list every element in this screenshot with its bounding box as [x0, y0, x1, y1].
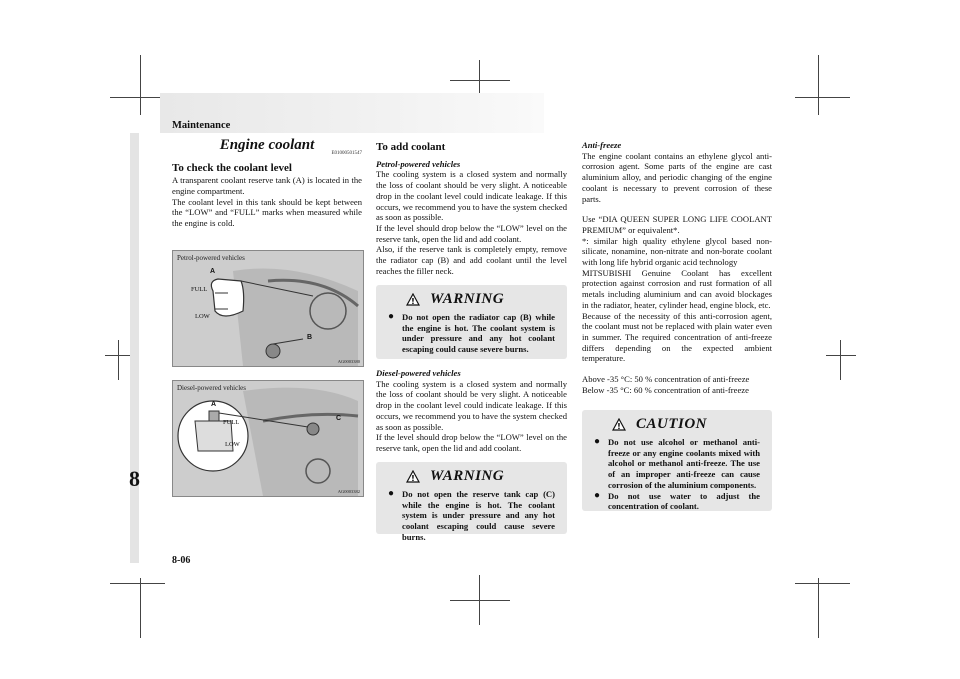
svg-text:!: ! [617, 422, 621, 431]
petrol-figure [172, 250, 364, 367]
caution-text: Do not use alcohol or methanol anti-freeze or any engine coolants mixed with alcohol or methanol anti-freeze. The use of an improper anti-freeze can cause corrosion of the aluminium components. [608, 437, 760, 490]
document-code: E01000501547 [331, 150, 362, 156]
bullet-icon: ● [388, 311, 395, 322]
page-title: Engine coolant [219, 137, 315, 153]
warning-triangle-icon [406, 293, 420, 306]
paragraph: The cooling system is a closed system and normally the loss of coolant should be very slight. A noticeable drop in the coolant level could indicate leakage. If this occurs, we recommend you to have the system checked as soon as possible. [376, 169, 567, 223]
subheading: Petrol-powered vehicles [376, 158, 461, 169]
warning-box [376, 285, 567, 359]
paragraph: The engine coolant contains an ethylene glycol anti-corrosion agent. Some parts of the engine are cast aluminium alloy, and periodic changing of the engine coolant is necessary to prevent corrosion of these parts. [582, 150, 772, 204]
chapter-tab [130, 133, 139, 563]
right-column [582, 140, 772, 395]
crop-mark [110, 97, 165, 98]
paragraph: *: similar high quality ethylene glycol based non-silicate, nonamine, non-nitrate and non-borate coolant with long life hybrid organic acid technology [582, 235, 772, 268]
add-coolant-heading: To add coolant [376, 141, 446, 153]
paragraph: If the level should drop below the “LOW” level on the reserve tank, open the lid and add coolant. [376, 432, 567, 453]
caution-box [582, 410, 772, 511]
callout-a: A [210, 268, 216, 275]
crop-mark [826, 355, 856, 356]
left-column [172, 137, 362, 229]
caution-item [582, 491, 772, 512]
bullet-icon: ● [594, 489, 601, 501]
warning-triangle-icon [612, 418, 626, 431]
crop-mark [818, 578, 819, 638]
crop-mark [795, 583, 850, 584]
low-marker: LOW [195, 313, 210, 320]
bullet-icon: ● [594, 436, 601, 447]
paragraph: Because of the necessity of this anti-corrosion agent, the coolant must not be replaced with plain water even in summer. The required concentration of anti-freeze differs depending on the expected ambient temperature. [582, 310, 772, 364]
crop-mark [140, 578, 141, 638]
subheading: Diesel-powered vehicles [376, 368, 461, 378]
caution-text: Do not use water to adjust the concentration of coolant. [608, 490, 760, 512]
caution-item [582, 437, 772, 491]
page-number: 8-06 [172, 555, 191, 566]
warning-item [376, 489, 567, 543]
crop-mark [118, 340, 119, 380]
paragraph: Use “DIA QUEEN SUPER LONG LIFE COOLANT PREMIUM” or equivalent*. [582, 214, 772, 235]
crop-mark [140, 55, 141, 115]
crop-mark [840, 340, 841, 380]
warning-title: WARNING [430, 291, 505, 307]
warning-header [376, 285, 567, 308]
crop-mark [450, 80, 510, 81]
warning-text: Do not open the reserve tank cap (C) while the engine is hot. The coolant system is under pressure and any hot coolant escaping could cause severe burns. [402, 489, 555, 542]
figure-code: AG0003380 [337, 359, 360, 364]
section-title: Maintenance [172, 120, 231, 131]
paragraph: Above -35 °C: 50 % concentration of anti-freeze [582, 374, 750, 385]
warning-box [376, 462, 567, 542]
paragraph: MITSUBISHI Genuine Coolant has excellent protection against corrosion and rust formation of all metals including aluminium and can avoid blockages in the radiator, heater, cylinder head, engine block, etc. [582, 267, 772, 310]
svg-text:!: ! [411, 297, 415, 306]
full-marker: FULL [223, 419, 240, 426]
warning-title: WARNING [430, 468, 505, 484]
figure-code: AG0003382 [337, 489, 360, 494]
warning-triangle-icon [406, 470, 420, 483]
low-marker: LOW [225, 441, 240, 448]
middle-column [376, 142, 567, 276]
diesel-figure [172, 380, 364, 497]
paragraph: The cooling system is a closed system and normally the loss of coolant should be very slight. A noticeable drop in the coolant level could indicate leakage. If this occurs, we recommend you to have the system checked as soon as possible. [376, 378, 567, 432]
chapter-number: 8 [129, 466, 140, 491]
callout-a: A [211, 401, 217, 408]
caution-header [582, 410, 772, 433]
engine-illustration [173, 381, 363, 496]
caution-title: CAUTION [636, 416, 708, 432]
paragraph: If the level should drop below the “LOW” level on the reserve tank, open the lid and add coolant. [376, 222, 567, 244]
crop-mark [795, 97, 850, 98]
figure-label: Petrol-powered vehicles [177, 254, 245, 262]
paragraph: A transparent coolant reserve tank (A) is located in the engine compartment. [172, 175, 362, 196]
callout-c: C [336, 415, 342, 422]
check-heading: To check the coolant level [172, 162, 292, 175]
paragraph: The coolant level in this tank should be kept between the “LOW” and “FULL” marks when measured while the engine is cold. [172, 196, 362, 228]
engine-illustration [173, 251, 363, 366]
crop-mark [450, 600, 510, 601]
paragraph: Also, if the reserve tank is completely empty, remove the radiator cap (B) and add coolant until the level reaches the filler neck. [376, 244, 567, 276]
paragraph: Below -35 °C: 60 % concentration of anti-freeze [582, 384, 749, 395]
svg-text:!: ! [411, 474, 415, 483]
warning-header [376, 462, 567, 485]
warning-text: Do not open the radiator cap (B) while the engine is hot. The coolant system is under pressure and any hot coolant escaping could cause severe burns. [402, 312, 555, 355]
callout-b: B [307, 334, 313, 341]
crop-mark [818, 55, 819, 115]
full-marker: FULL [191, 286, 208, 293]
subheading: Anti-freeze [582, 140, 622, 150]
bullet-icon: ● [388, 488, 395, 499]
middle-column-lower [376, 368, 567, 454]
warning-item [376, 312, 567, 355]
figure-label: Diesel-powered vehicles [177, 384, 246, 392]
crop-mark [110, 583, 165, 584]
